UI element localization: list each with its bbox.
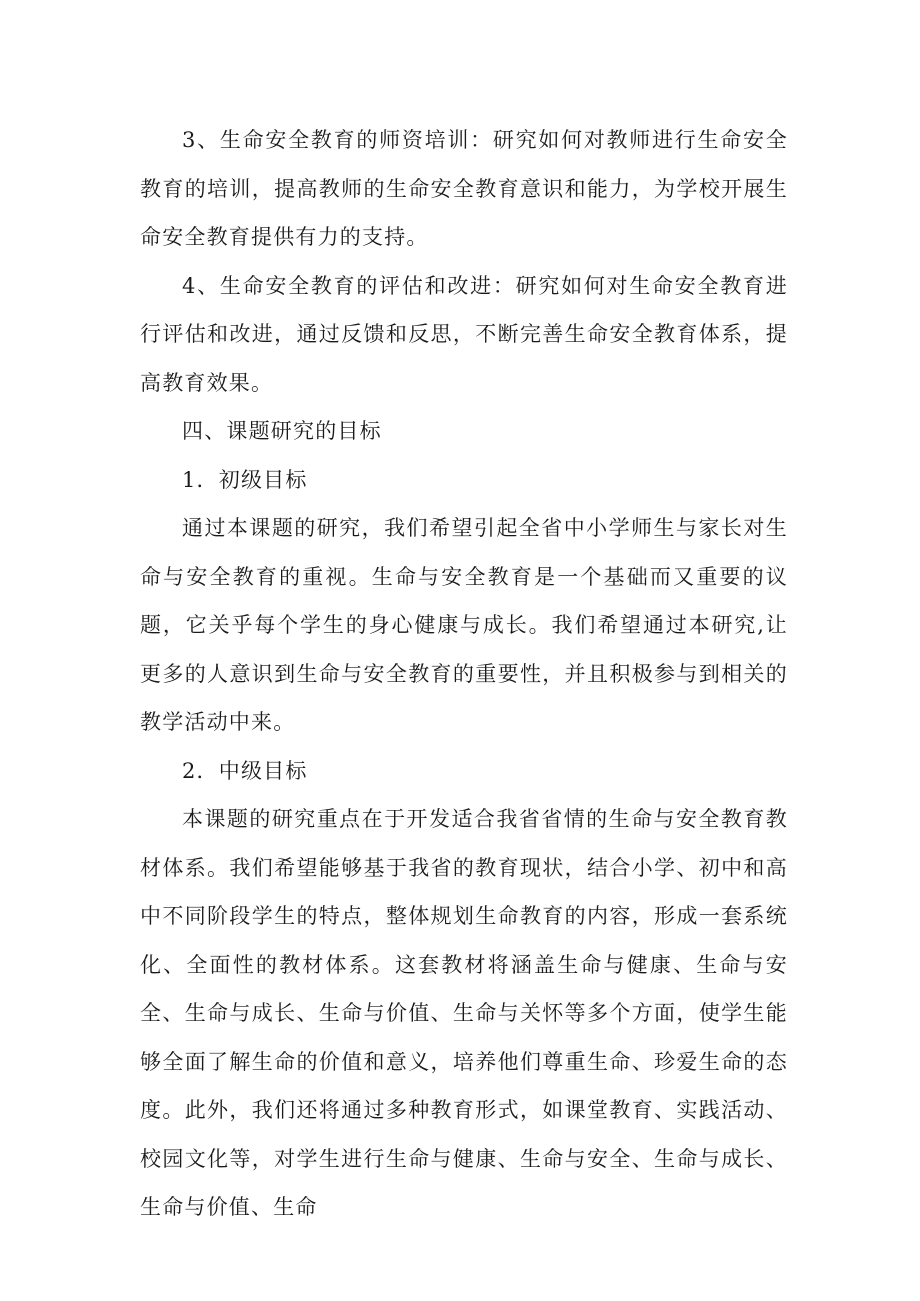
paragraph-evaluation-improvement: 4、生命安全教育的评估和改进：研究如何对生命安全教育进行评估和改进，通过反馈和反思，不断完善生命安全教育体系，提高教育效果。 [140, 273, 788, 395]
paragraph-intermediate-goal: 本课题的研究重点在于开发适合我省省情的生命与安全教育教材体系。我们希望能够基于我省的教育现状，结合小学、初中和高中不同阶段学生的特点，整体规划生命教育的内容，形成一套系统化、全面性的教材体系。这套教材将涵盖生命与健康、生命与安全、生命与成长、生命与价值、生命与关怀等多个方面，使学生能够全面了解生命的价值和意义，培养他们尊重生命、珍爱生命的态度。此外，我们还将通过多种教育形式，如课堂教育、实践活动、校园文化等，对学生进行生命与健康、生命与安全、生命与成长、生命与价值、生命 [140, 807, 788, 1219]
subheading-primary-goal: 1．初级目标 [182, 467, 308, 492]
paragraph-primary-goal: 通过本课题的研究，我们希望引起全省中小学师生与家长对生命与安全教育的重视。生命与安全教育是一个基础而又重要的议题，它关乎每个学生的身心健康与成长。我们希望通过本研究,让更多的人意识到生命与安全教育的重要性，并且积极参与到相关的教学活动中来。 [140, 516, 788, 734]
section-heading-research-goals: 四、课题研究的目标 [182, 419, 382, 443]
subheading-intermediate-goal: 2．中级目标 [182, 758, 308, 783]
paragraph-teacher-training: 3、生命安全教育的师资培训：研究如何对教师进行生命安全教育的培训，提高教师的生命安全教育意识和能力，为学校开展生命安全教育提供有力的支持。 [140, 128, 788, 249]
